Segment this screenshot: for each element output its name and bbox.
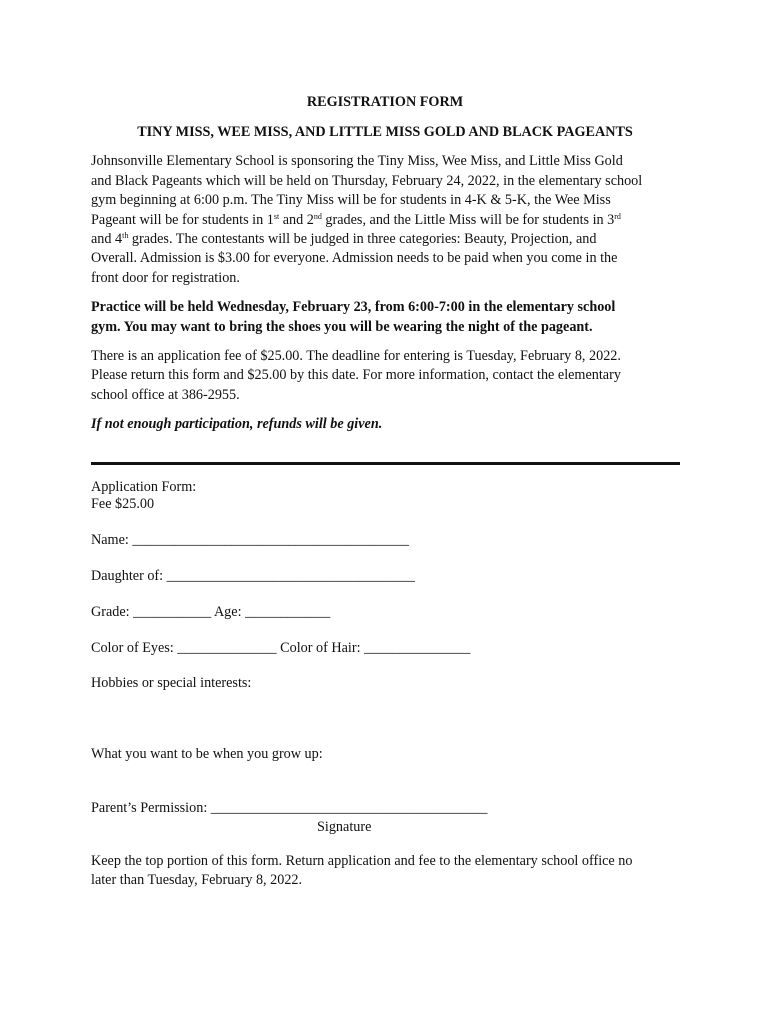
footer-line: later than Tuesday, February 8, 2022. (91, 872, 303, 888)
hobbies-field[interactable]: Hobbies or special interests: (91, 675, 252, 691)
intro-line: gym beginning at 6:00 p.m. The Tiny Miss will be for students in 4-K & 5-K, the Wee Miss (91, 192, 611, 208)
signature-label: Signature (317, 819, 372, 835)
ordinal-suffix: st (273, 212, 280, 221)
practice-line: gym. You may want to bring the shoes you will be wearing the night of the pageant. (91, 319, 593, 335)
eyes-hair-color-fields[interactable]: Color of Eyes: ______________ Color of Hair: _______________ (91, 640, 471, 656)
intro-text: grades, and the Little Miss will be for students in 3 (321, 212, 615, 228)
intro-text: Pageant will be for students in 1 (91, 212, 274, 228)
ordinal-suffix: th (122, 231, 129, 240)
divider-line (91, 462, 680, 465)
fee-line: Please return this form and $25.00 by this date. For more information, contact the elementary (91, 367, 621, 383)
fee-line: There is an application fee of $25.00. The deadline for entering is Tuesday, February 8, 2022. (91, 348, 621, 364)
refund-note: If not enough participation, refunds will be given. (91, 416, 383, 432)
intro-text: grades. The contestants will be judged in three categories: Beauty, Projection, and (128, 231, 597, 247)
practice-line: Practice will be held Wednesday, February 23, from 6:00-7:00 in the elementary school (91, 299, 616, 315)
form-title: REGISTRATION FORM (306, 94, 464, 110)
footer-line: Keep the top portion of this form. Return application and fee to the elementary school office no (91, 853, 633, 869)
form-subtitle: TINY MISS, WEE MISS, AND LITTLE MISS GOLD AND BLACK PAGEANTS (137, 124, 633, 140)
ordinal-suffix: nd (313, 212, 322, 221)
parent-permission-field[interactable]: Parent’s Permission: _______________________________________ (91, 800, 488, 816)
intro-line (91, 230, 596, 250)
ordinal-suffix: rd (614, 212, 621, 221)
intro-line: Overall. Admission is $3.00 for everyone. Admission needs to be paid when you come in the (91, 250, 618, 266)
intro-line: and Black Pageants which will be held on Thursday, February 24, 2022, in the elementary school (91, 173, 643, 189)
application-form-header: Application Form: (91, 479, 197, 495)
name-field[interactable]: Name: _______________________________________ (91, 532, 410, 548)
application-fee: Fee $25.00 (91, 496, 155, 512)
daughter-of-field[interactable]: Daughter of: ___________________________________ (91, 568, 415, 584)
intro-text: and 4 (91, 231, 123, 247)
fee-line: school office at 386-2955. (91, 387, 240, 403)
grade-age-fields[interactable]: Grade: ___________ Age: ____________ (91, 604, 331, 620)
intro-text: and 2 (279, 212, 314, 228)
grow-up-field[interactable]: What you want to be when you grow up: (91, 746, 323, 762)
intro-line (91, 211, 621, 231)
intro-line: front door for registration. (91, 270, 240, 286)
intro-line: Johnsonville Elementary School is sponsoring the Tiny Miss, Wee Miss, and Little Miss Gold (91, 153, 623, 169)
